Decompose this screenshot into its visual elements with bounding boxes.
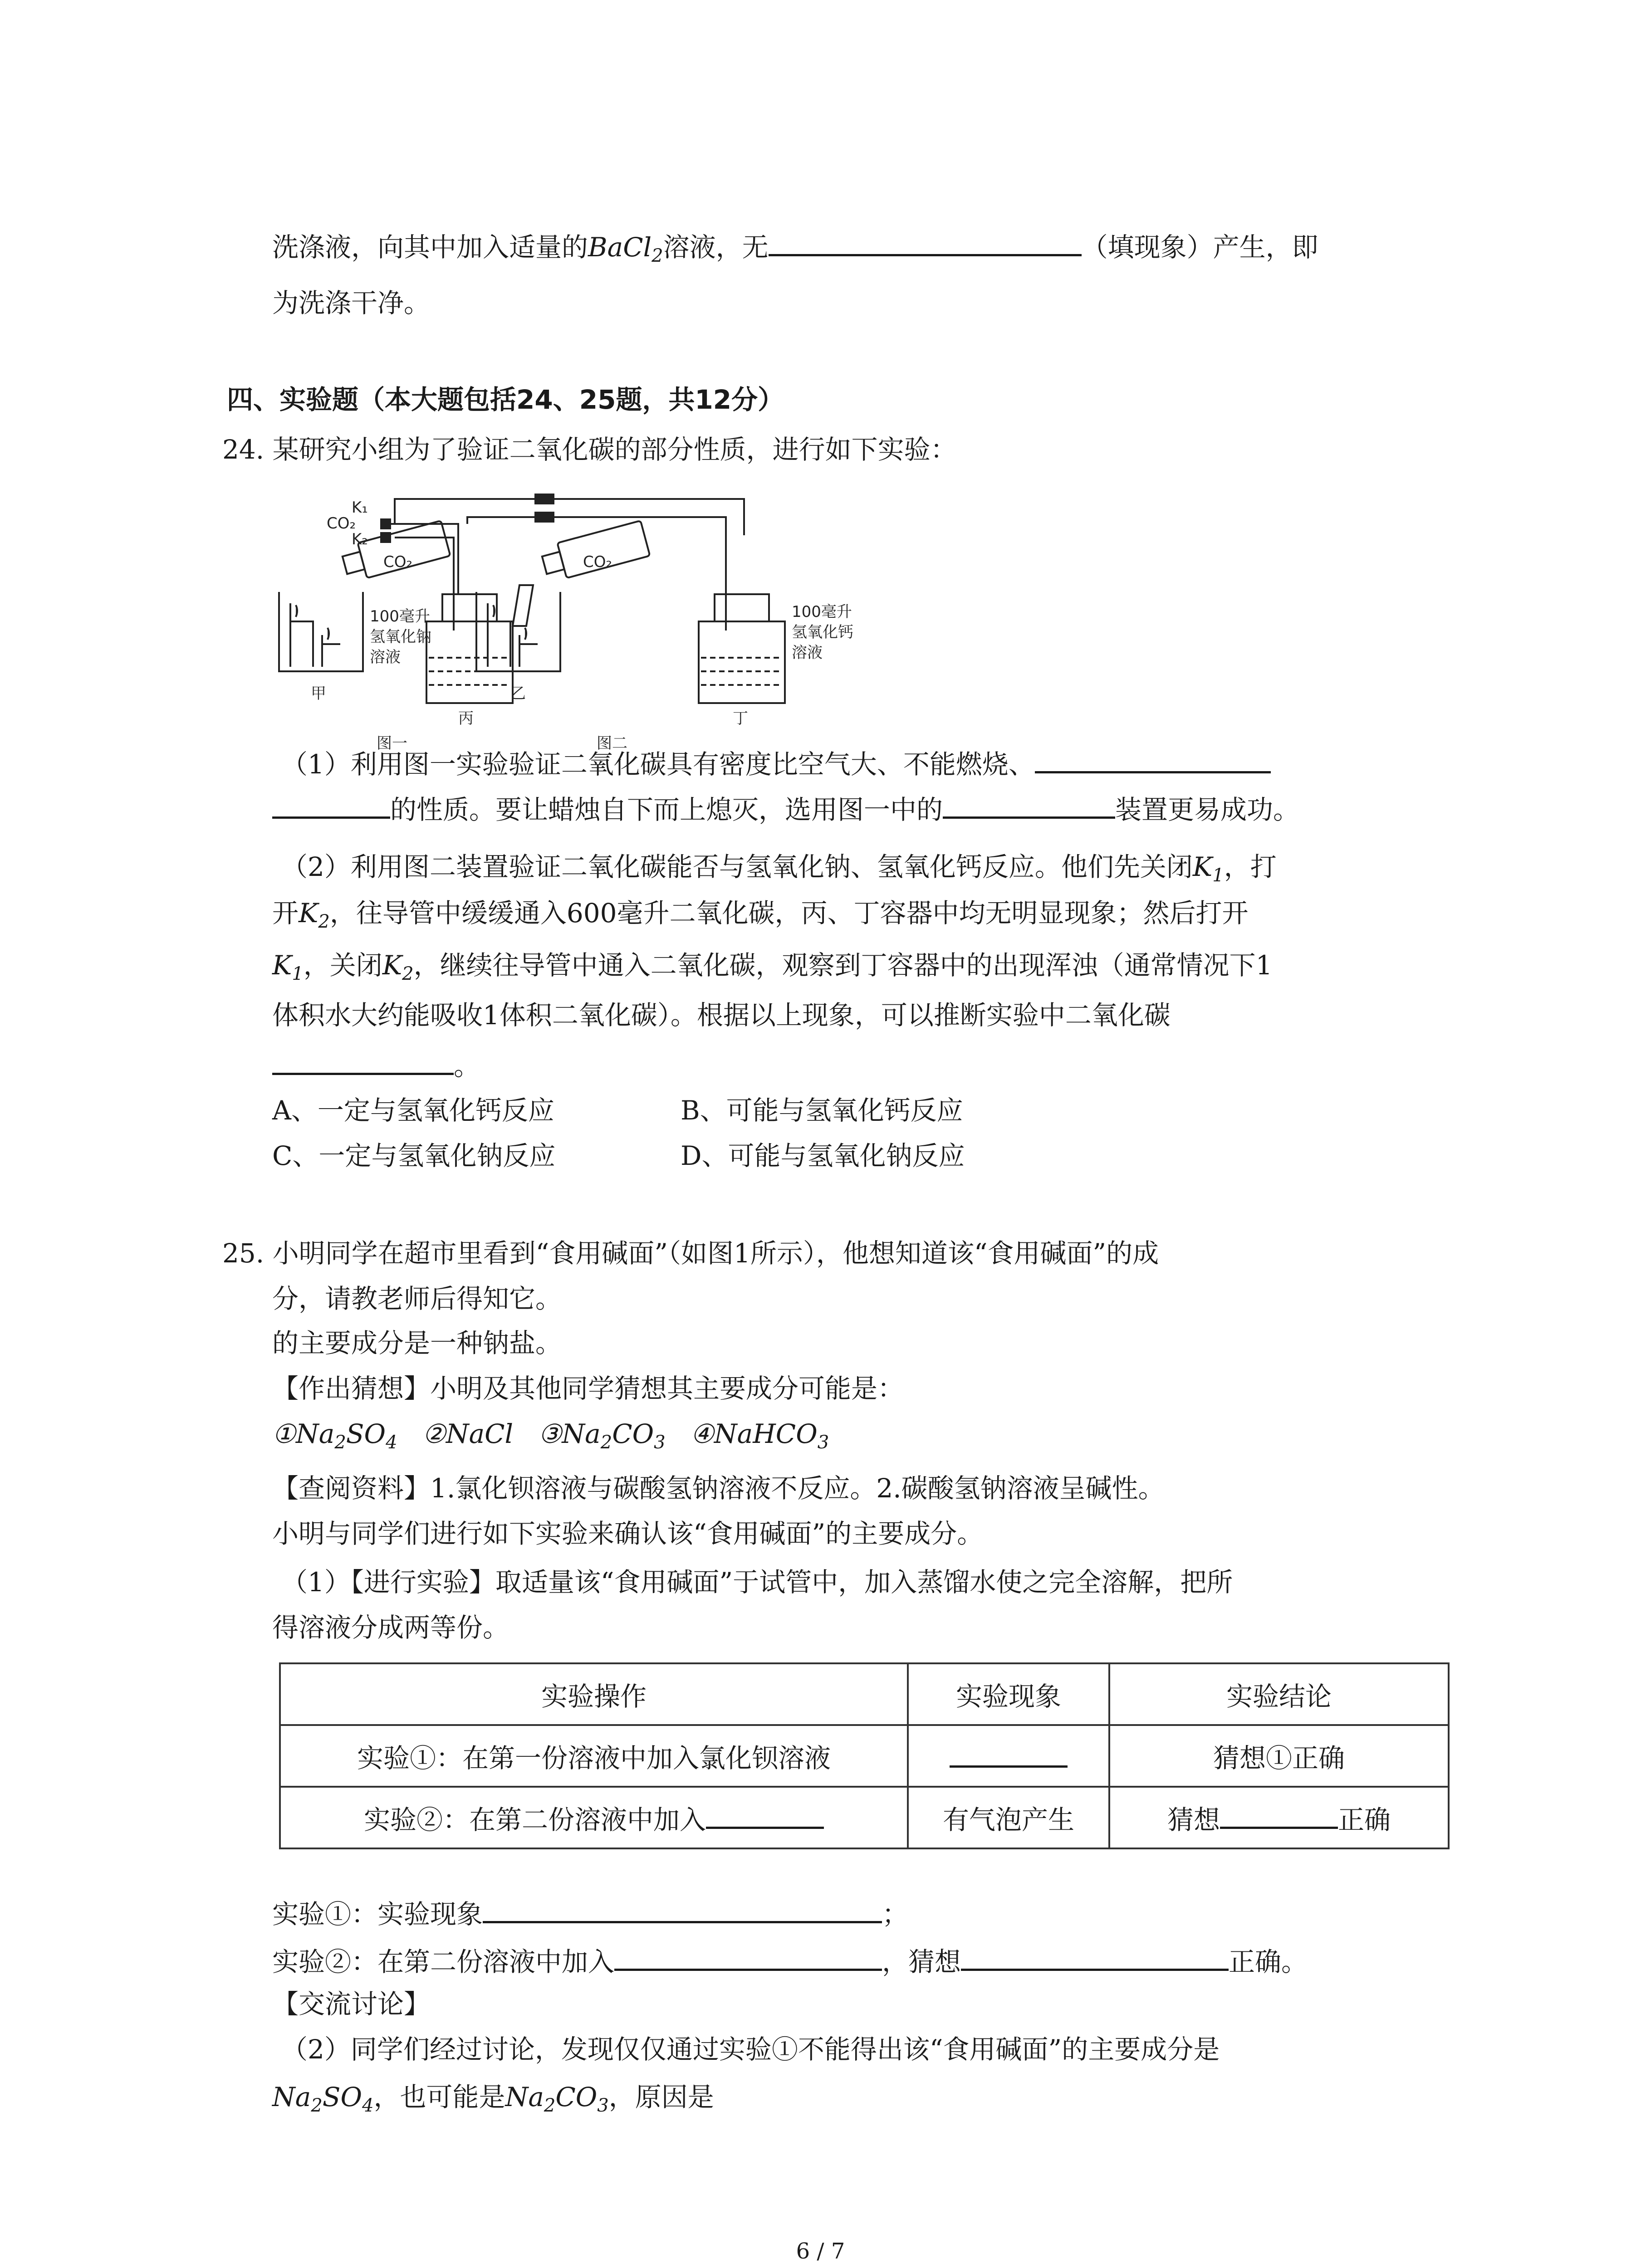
table-header-row	[280, 1663, 1449, 1725]
q25-line-3: 的主要成分是一种钠盐。	[272, 1328, 562, 1359]
option-a[interactable]: A、一定与氢氧化钙反应	[272, 1095, 554, 1126]
beaker-jia	[279, 592, 363, 671]
left-solution-line3: 溶液	[370, 648, 401, 666]
figure-2-caption: 图二	[597, 734, 627, 753]
left-solution-line2: 氢氧化钠	[370, 628, 431, 646]
experiment-table	[279, 1662, 1450, 1849]
q25-guess-options	[272, 1414, 829, 1462]
co2-inlet-label: CO₂	[327, 514, 356, 533]
figure-1-caption: 图一	[377, 734, 407, 753]
row1-phenomenon	[908, 1725, 1109, 1787]
q24-part2-line5: 。	[272, 1046, 480, 1085]
k2-label: K₂	[352, 530, 368, 548]
q25-line-7: 小明与同学们进行如下实验来确认该“食用碱面”的主要成分。	[272, 1518, 984, 1549]
label-jia: 甲	[311, 684, 326, 703]
row2-operation: 实验②：在第二份溶液中加入	[280, 1787, 908, 1848]
q24-part2-line4: 体积水大约能吸收1体积二氧化碳）。根据以上现象，可以推断实验中二氧化碳	[272, 1000, 1171, 1031]
right-solution-line1: 100毫升	[792, 603, 852, 621]
q25-guess-heading: 【作出猜想】小明及其他同学猜想其主要成分可能是：	[272, 1373, 904, 1404]
guess-2: ②NaCl	[422, 1418, 514, 1449]
right-solution-line3: 溶液	[792, 644, 823, 662]
q24-part1-line2: 的性质。要让蜡烛自下而上熄灭，选用图一中的 装置更易成功。	[272, 789, 1299, 829]
co2-label-yi: CO₂	[583, 553, 612, 571]
guess-3: $③Na_2CO_3$	[538, 1418, 666, 1453]
answer-blank[interactable]	[961, 1941, 1229, 1971]
q25-line-1: 25. 小明同学在超市里看到“食用碱面”（如图1所示），他想知道该“食用碱面”的成	[222, 1238, 1159, 1269]
label-bing: 丙	[458, 709, 474, 728]
answer-blank[interactable]	[614, 1941, 882, 1971]
intro-line-2: 为洗涤干净。	[272, 288, 431, 318]
page-number: 6 / 7	[796, 2239, 845, 2264]
table-row	[280, 1725, 1449, 1787]
intro-line-1: 洗涤液，向其中加入适量的BaCl$_2$溶液，无 （填现象）产生，即	[272, 227, 1318, 275]
q25-part2-line1: （2）同学们经过讨论，发现仅仅通过实验①不能得出该“食用碱面”的主要成分是	[281, 2034, 1220, 2065]
answer-blank[interactable]	[272, 789, 390, 819]
q24-part1-line1: （1）利用图一实验验证二氧化碳具有密度比空气大、不能燃烧、	[281, 744, 1271, 784]
option-c[interactable]: C、一定与氢氧化钠反应	[272, 1140, 556, 1171]
option-b[interactable]: B、可能与氢氧化钙反应	[681, 1095, 963, 1126]
answer-blank[interactable]	[769, 227, 1082, 256]
answer-blank[interactable]	[950, 1738, 1068, 1768]
row1-operation: 实验①：在第一份溶液中加入氯化钡溶液	[280, 1725, 908, 1787]
right-solution-line2: 氢氧化钙	[792, 623, 853, 641]
q25-part1-line1: （1）【进行实验】取适量该“食用碱面”于试管中，加入蒸馏水使之完全溶解，把所	[281, 1567, 1233, 1598]
q24-part2-line3: $K_1$，关闭$K_2$，继续往导管中通入二氧化碳，观察到丁容器中的出现浑浊（通常情况下1	[272, 950, 1273, 984]
header-conclusion: 实验结论	[1109, 1663, 1449, 1725]
answer-line-2: 实验②：在第二份溶液中加入 ，猜想 正确。	[272, 1941, 1308, 1981]
guess-4: ④NaHCO$_3$	[690, 1418, 829, 1453]
row2-phenomenon: 有气泡产生	[908, 1787, 1109, 1848]
option-d[interactable]: D、可能与氢氧化钠反应	[681, 1140, 965, 1171]
section-title: 四、实验题（本大题包括24、25题，共12分）	[227, 384, 784, 415]
discussion-heading: 【交流讨论】	[272, 1989, 431, 2019]
answer-line-1: 实验①：实验现象 ；	[272, 1894, 908, 1934]
answer-blank[interactable]	[483, 1894, 882, 1923]
label-ding: 丁	[733, 709, 748, 728]
k1-label: K₁	[352, 499, 368, 517]
q25-part1-line2: 得溶液分成两等份。	[272, 1612, 509, 1643]
header-operation: 实验操作	[280, 1663, 908, 1725]
left-solution-line1: 100毫升	[370, 607, 430, 626]
q25-part2-line2: $Na_2SO_4$，也可能是$Na_2CO_3$，原因是	[272, 2082, 714, 2116]
bacl2-formula: BaCl$_2$	[588, 232, 663, 266]
answer-blank[interactable]	[706, 1799, 824, 1829]
co2-label-jia: CO₂	[383, 553, 413, 571]
q24-part2-line2: 开$K_2$，往导管中缓缓通入600毫升二氧化碳，丙、丁容器中均无明显现象；然后打开	[272, 898, 1249, 932]
table-row	[280, 1787, 1449, 1848]
answer-blank[interactable]	[1220, 1799, 1338, 1829]
beaker-yi	[476, 585, 560, 671]
answer-blank[interactable]	[272, 1046, 454, 1075]
q24-part2-line1: （2）利用图二装置验证二氧化碳能否与氢氧化钠、氢氧化钙反应。他们先关闭$K_1$，打	[281, 851, 1277, 886]
header-phenomenon: 实验现象	[908, 1663, 1109, 1725]
q25-reference: 【查阅资料】1.氯化钡溶液与碳酸氢钠溶液不反应。2.碳酸氢钠溶液呈碱性。	[272, 1473, 1165, 1504]
co2-bottle-yi	[540, 521, 650, 583]
answer-blank[interactable]	[1035, 744, 1271, 773]
label-yi: 乙	[510, 684, 526, 703]
row1-conclusion: 猜想①正确	[1109, 1725, 1449, 1787]
row2-conclusion: 猜想 正确	[1109, 1787, 1449, 1848]
intro-text-a: 洗涤液，向其中加入适量的	[272, 232, 588, 263]
q25-line-2: 分，请教老师后得知它。	[272, 1283, 562, 1314]
answer-blank[interactable]	[943, 789, 1115, 819]
guess-1: $①Na_2SO_4$	[272, 1418, 397, 1453]
q24-stem: 24. 某研究小组为了验证二氧化碳的部分性质，进行如下实验：	[222, 434, 957, 465]
experiment-figure	[272, 481, 975, 753]
